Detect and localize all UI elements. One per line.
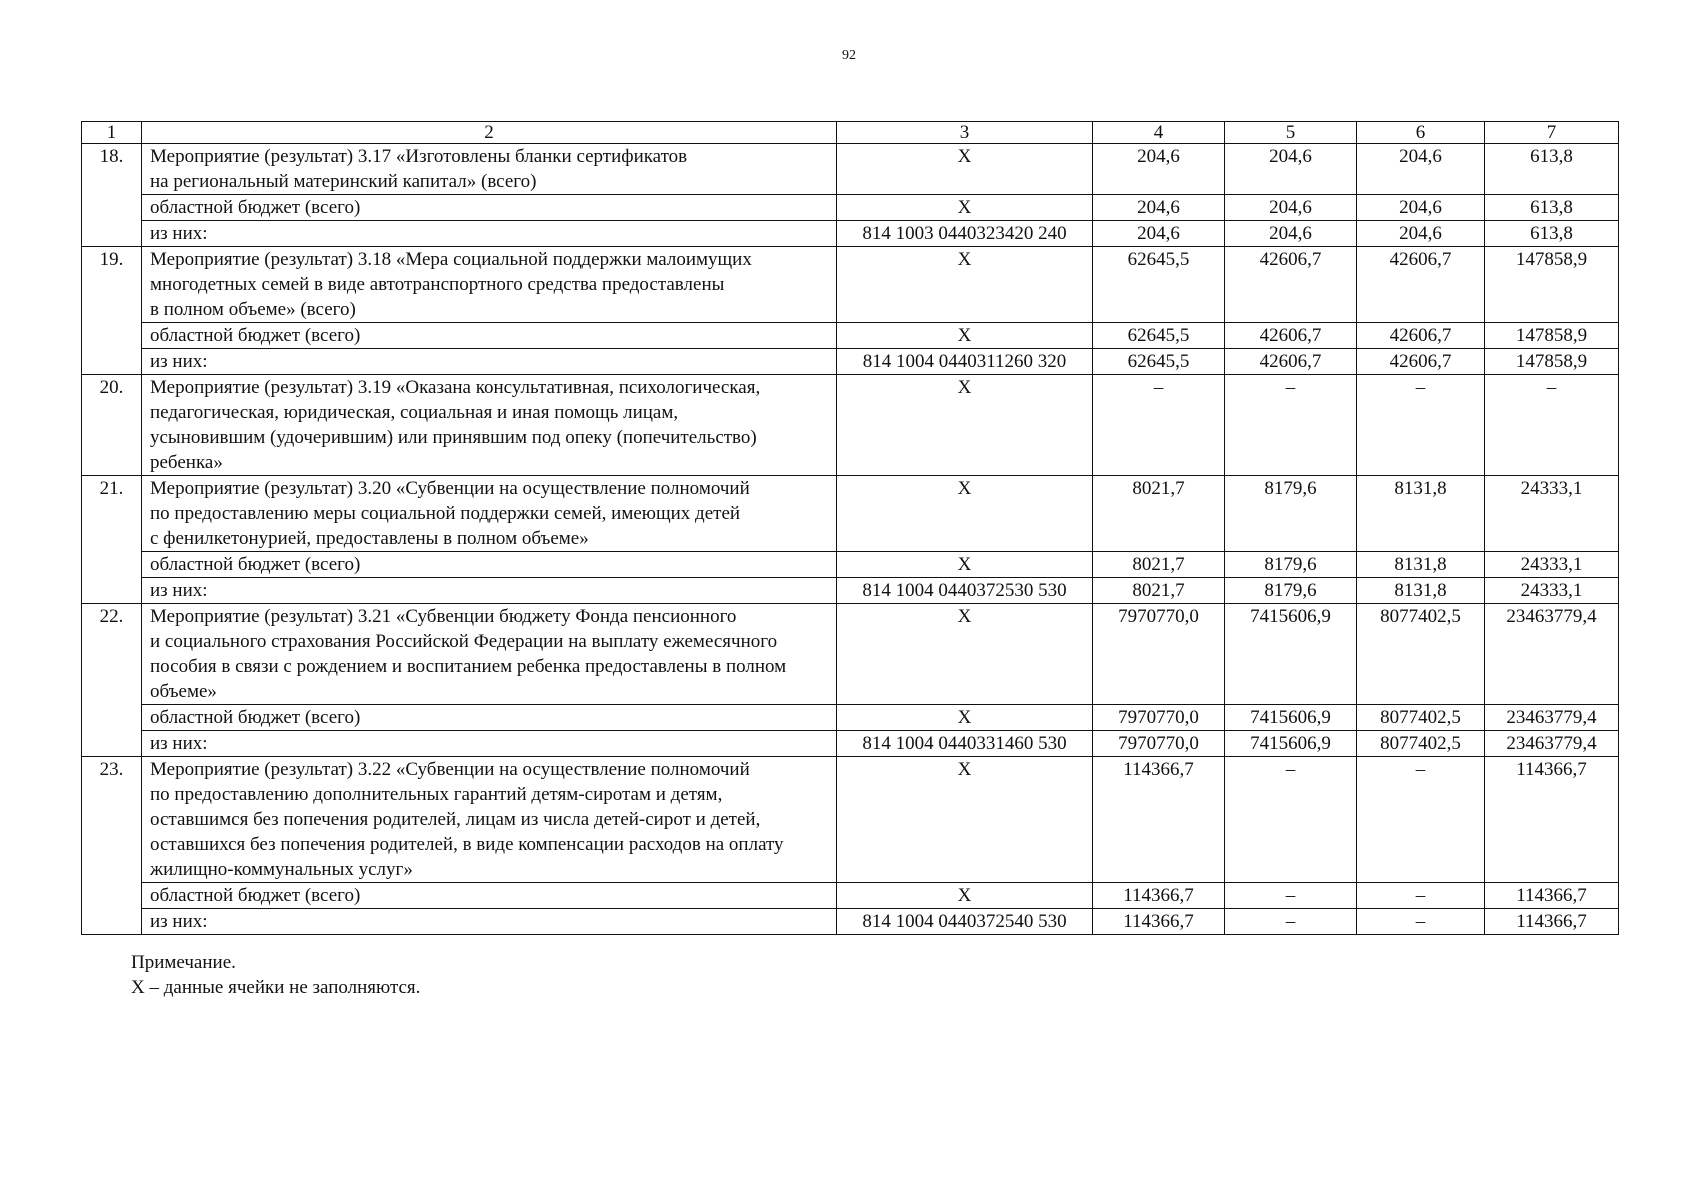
year-value-1: 7970770,0 — [1093, 705, 1225, 731]
total-value: 114366,7 — [1485, 757, 1619, 883]
column-header: 3 — [837, 122, 1093, 144]
year-value-2: 42606,7 — [1225, 247, 1357, 323]
budget-code: X — [837, 195, 1093, 221]
table-row-regional-budget — [82, 883, 1619, 909]
year-value-2: 42606,7 — [1225, 349, 1357, 375]
year-value-1: 62645,5 — [1093, 247, 1225, 323]
year-value-3: 42606,7 — [1357, 349, 1485, 375]
row-number: 23. — [82, 757, 142, 935]
year-value-1: 114366,7 — [1093, 883, 1225, 909]
year-value-2: 42606,7 — [1225, 323, 1357, 349]
year-value-2: – — [1225, 375, 1357, 476]
year-value-2: 204,6 — [1225, 144, 1357, 195]
column-header: 1 — [82, 122, 142, 144]
table-row-regional-budget — [82, 195, 1619, 221]
year-value-3: 8131,8 — [1357, 476, 1485, 552]
table-row-of-which — [82, 731, 1619, 757]
year-value-1: 204,6 — [1093, 195, 1225, 221]
row-label: Мероприятие (результат) 3.18 «Мера социальной поддержки малоимущих многодетных семей в виде автотранспортного средства предоставлены в полном объеме» (всего) — [142, 247, 837, 323]
row-label: Мероприятие (результат) 3.19 «Оказана консультативная, психологическая, педагогическая, юридическая, социальная и иная помощь лицам, усыновившим (удочерившим) или принявшим под опеку (попечительство) ребенка» — [142, 375, 837, 476]
year-value-2: 7415606,9 — [1225, 705, 1357, 731]
row-label: Мероприятие (результат) 3.17 «Изготовлены бланки сертификатов на региональный материнский капитал» (всего) — [142, 144, 837, 195]
year-value-3: 8077402,5 — [1357, 705, 1485, 731]
year-value-2: – — [1225, 883, 1357, 909]
row-label: Мероприятие (результат) 3.20 «Субвенции на осуществление полномочий по предоставлению меры социальной поддержки семей, имеющих детей с фенилкетонурией, предоставлены в полном объеме» — [142, 476, 837, 552]
table-row-regional-budget — [82, 552, 1619, 578]
row-label: Мероприятие (результат) 3.21 «Субвенции бюджету Фонда пенсионного и социального страхования Российской Федерации на выплату ежемесячного пособия в связи с рождением и воспитанием ребенка предоставлены в полном объеме» — [142, 604, 837, 705]
year-value-3: 204,6 — [1357, 221, 1485, 247]
total-value: 613,8 — [1485, 195, 1619, 221]
table-row-activity — [82, 144, 1619, 195]
table-row-activity — [82, 375, 1619, 476]
year-value-2: 8179,6 — [1225, 476, 1357, 552]
year-value-1: 8021,7 — [1093, 476, 1225, 552]
year-value-3: – — [1357, 909, 1485, 935]
row-label: Мероприятие (результат) 3.22 «Субвенции на осуществление полномочий по предоставлению дополнительных гарантий детям-сиротам и детям, оставшимся без попечения родителей, лицам из числа детей-сирот и детей, оставшихся без попечения родителей, в виде компенсации расходов на оплату жилищно-коммунальных услуг» — [142, 757, 837, 883]
table-row-activity — [82, 247, 1619, 323]
budget-code: X — [837, 757, 1093, 883]
row-number: 22. — [82, 604, 142, 757]
total-value: 24333,1 — [1485, 578, 1619, 604]
year-value-2: 204,6 — [1225, 221, 1357, 247]
year-value-2: – — [1225, 757, 1357, 883]
table-row-of-which — [82, 221, 1619, 247]
column-header: 6 — [1357, 122, 1485, 144]
table-row-activity — [82, 476, 1619, 552]
year-value-3: 8077402,5 — [1357, 731, 1485, 757]
budget-code: X — [837, 247, 1093, 323]
year-value-1: 62645,5 — [1093, 349, 1225, 375]
table-body — [82, 122, 1619, 935]
total-value: 24333,1 — [1485, 476, 1619, 552]
total-value: 147858,9 — [1485, 323, 1619, 349]
total-value: 23463779,4 — [1485, 705, 1619, 731]
table-row-activity — [82, 604, 1619, 705]
row-label: областной бюджет (всего) — [142, 705, 837, 731]
row-number: 21. — [82, 476, 142, 604]
row-label: из них: — [142, 349, 837, 375]
total-value: – — [1485, 375, 1619, 476]
column-number-row — [82, 122, 1619, 144]
year-value-1: 8021,7 — [1093, 552, 1225, 578]
year-value-3: 8131,8 — [1357, 578, 1485, 604]
year-value-1: 62645,5 — [1093, 323, 1225, 349]
column-header: 7 — [1485, 122, 1619, 144]
table-row-of-which — [82, 909, 1619, 935]
year-value-1: 8021,7 — [1093, 578, 1225, 604]
row-label: областной бюджет (всего) — [142, 883, 837, 909]
page-number: 92 — [842, 48, 856, 63]
total-value: 114366,7 — [1485, 909, 1619, 935]
row-label: из них: — [142, 578, 837, 604]
total-value: 613,8 — [1485, 221, 1619, 247]
row-label: областной бюджет (всего) — [142, 552, 837, 578]
table-row-regional-budget — [82, 705, 1619, 731]
year-value-3: 42606,7 — [1357, 323, 1485, 349]
row-label: областной бюджет (всего) — [142, 323, 837, 349]
year-value-3: 8077402,5 — [1357, 604, 1485, 705]
year-value-3: 204,6 — [1357, 195, 1485, 221]
total-value: 23463779,4 — [1485, 731, 1619, 757]
year-value-1: 114366,7 — [1093, 757, 1225, 883]
year-value-2: 7415606,9 — [1225, 604, 1357, 705]
year-value-2: 8179,6 — [1225, 578, 1357, 604]
footnote-title: Примечание. — [131, 952, 236, 973]
row-number: 19. — [82, 247, 142, 375]
budget-code: 814 1004 0440311260 320 — [837, 349, 1093, 375]
column-header: 4 — [1093, 122, 1225, 144]
total-value: 24333,1 — [1485, 552, 1619, 578]
row-number: 20. — [82, 375, 142, 476]
budget-code: 814 1003 0440323420 240 — [837, 221, 1093, 247]
year-value-1: 204,6 — [1093, 221, 1225, 247]
row-label: из них: — [142, 221, 837, 247]
total-value: 147858,9 — [1485, 247, 1619, 323]
budget-code: 814 1004 0440372540 530 — [837, 909, 1093, 935]
year-value-1: – — [1093, 375, 1225, 476]
column-header: 5 — [1225, 122, 1357, 144]
budget-code: X — [837, 144, 1093, 195]
total-value: 147858,9 — [1485, 349, 1619, 375]
budget-code: 814 1004 0440372530 530 — [837, 578, 1093, 604]
year-value-1: 7970770,0 — [1093, 731, 1225, 757]
year-value-2: 7415606,9 — [1225, 731, 1357, 757]
column-header: 2 — [142, 122, 837, 144]
row-label: из них: — [142, 731, 837, 757]
row-number: 18. — [82, 144, 142, 247]
budget-code: X — [837, 883, 1093, 909]
budget-code: X — [837, 552, 1093, 578]
year-value-3: 8131,8 — [1357, 552, 1485, 578]
year-value-2: 8179,6 — [1225, 552, 1357, 578]
budget-table — [81, 121, 1619, 935]
budget-code: X — [837, 323, 1093, 349]
year-value-1: 204,6 — [1093, 144, 1225, 195]
year-value-3: – — [1357, 883, 1485, 909]
year-value-3: – — [1357, 757, 1485, 883]
budget-code: 814 1004 0440331460 530 — [837, 731, 1093, 757]
year-value-2: – — [1225, 909, 1357, 935]
footnote — [131, 950, 420, 1000]
year-value-3: 42606,7 — [1357, 247, 1485, 323]
footnote-text: X – данные ячейки не заполняются. — [131, 977, 421, 998]
table-row-of-which — [82, 578, 1619, 604]
year-value-2: 204,6 — [1225, 195, 1357, 221]
budget-code: X — [837, 476, 1093, 552]
total-value: 114366,7 — [1485, 883, 1619, 909]
total-value: 613,8 — [1485, 144, 1619, 195]
row-label: из них: — [142, 909, 837, 935]
row-label: областной бюджет (всего) — [142, 195, 837, 221]
budget-code: X — [837, 604, 1093, 705]
total-value: 23463779,4 — [1485, 604, 1619, 705]
budget-code: X — [837, 375, 1093, 476]
table-row-regional-budget — [82, 323, 1619, 349]
year-value-3: – — [1357, 375, 1485, 476]
year-value-3: 204,6 — [1357, 144, 1485, 195]
budget-code: X — [837, 705, 1093, 731]
table-row-activity — [82, 757, 1619, 883]
table-row-of-which — [82, 349, 1619, 375]
year-value-1: 7970770,0 — [1093, 604, 1225, 705]
year-value-1: 114366,7 — [1093, 909, 1225, 935]
